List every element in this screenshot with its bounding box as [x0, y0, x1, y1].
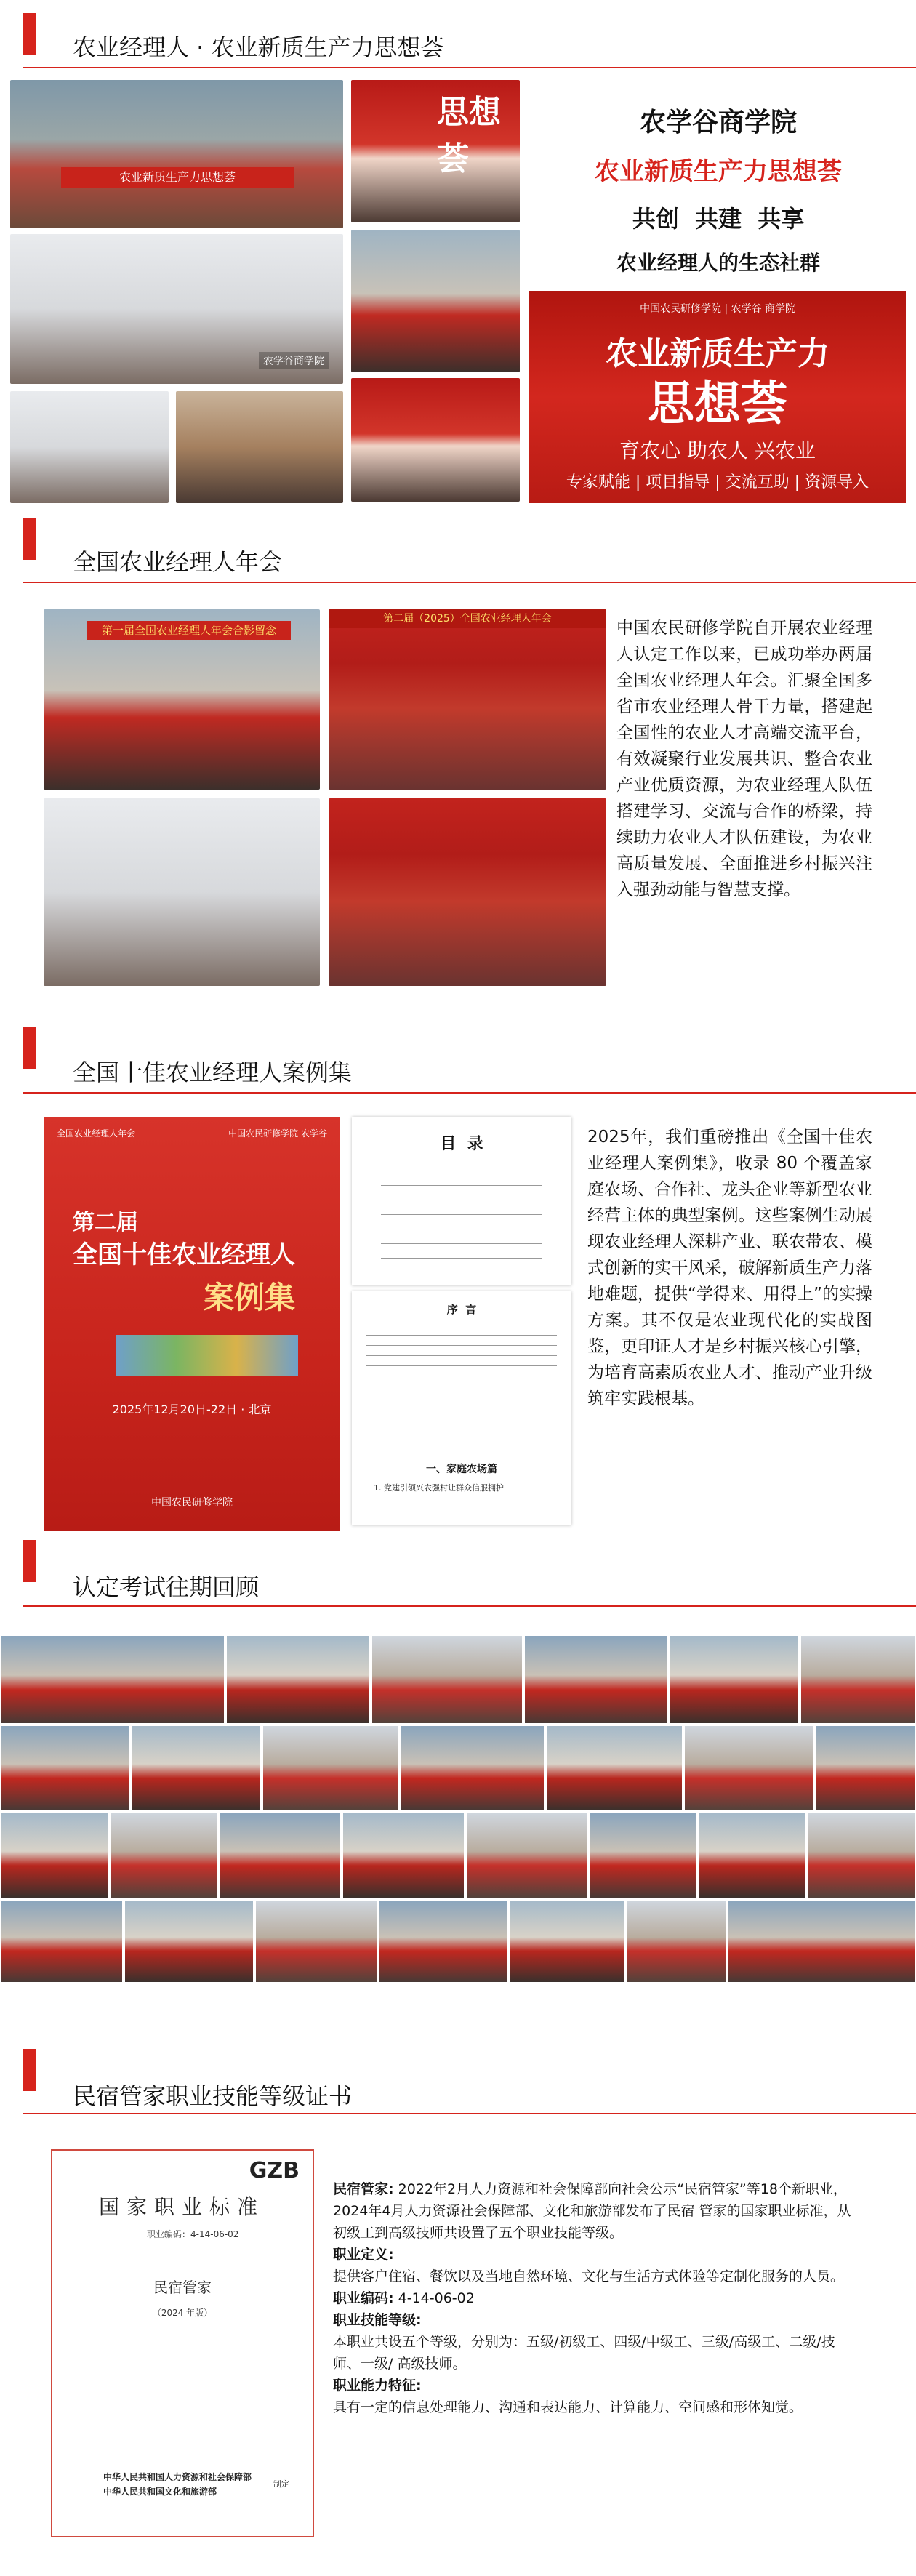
- photo-banner: 农业新质生产力思想荟: [61, 167, 294, 188]
- speaker-photo-woman: [351, 80, 520, 222]
- doc-issuer-2: 中华人民共和国文化和旅游部: [103, 2487, 217, 2497]
- exam-group-photo: [225, 1634, 371, 1725]
- section-divider: [23, 1092, 916, 1094]
- exam-group-photo: [683, 1725, 814, 1812]
- exam-group-photo: [669, 1634, 800, 1725]
- banner-tags: 专家赋能 | 项目指导 | 交流互助 | 资源导入: [566, 473, 869, 491]
- exam-group-photo: [545, 1725, 683, 1812]
- cover-title-edition: 第二届: [73, 1210, 138, 1235]
- cert-para-1: [333, 2178, 856, 2244]
- section-marker: [23, 518, 36, 560]
- exam-group-photo: [254, 1899, 378, 1983]
- annual-description: 中国农民研修学院自开展农业经理人认定工作以来，已成功举办两届全国农业经理人年会。汇聚全国多省市农业经理人骨干力量，搭建起全国性的农业人才高端交流平台，有效凝聚行业发展共识、整合农业产业优质资源，为农业经理人队伍搭建学习、交流与合作的桥梁，持续助力农业人才队伍建设，为农业高质量发展、全面推进乡村振兴注入强劲动能与智慧支撑。: [616, 619, 872, 899]
- casebook-cover: [44, 1117, 340, 1531]
- annual-meeting-photo-1: [44, 609, 320, 790]
- exam-group-photo: [218, 1812, 342, 1899]
- forum-banner: [529, 291, 906, 503]
- cert-label-5: 职业能力特征:: [333, 2378, 422, 2394]
- doc-code: GZB: [249, 2158, 300, 2183]
- exam-group-photo: [124, 1899, 254, 1983]
- section-title: 全国十佳农业经理人案例集: [73, 1059, 353, 1086]
- preface-page: [352, 1291, 571, 1525]
- speaker-photo-man: [351, 230, 520, 372]
- cert-text-3: 4-14-06-02: [393, 2290, 475, 2306]
- exam-group-photo: [262, 1725, 400, 1812]
- exam-group-photo: [0, 1634, 225, 1725]
- cover-date: 2025年12月20日-22日 · 北京: [112, 1403, 272, 1416]
- banner-title: 农业新质生产力: [606, 335, 829, 372]
- section-title: 民宿管家职业技能等级证书: [73, 2082, 353, 2110]
- cover-footer: 中国农民研修学院: [151, 1497, 233, 1509]
- casebook-description: 2025年，我们重磅推出《全国十佳农业经理人案例集》，收录 80 个覆盖家庭农场、合作社、龙头企业等新型农业经营主体的典型案例。这些案例生动展现农业经理人深耕产业、联农带农、模式创新的实干风采，破解新质生产力落地难题，提供“学得来、用得上”的实操方案。其不仅是农业现代化的实战图鉴，更印证人才是乡村振兴核心引擎，为培育高素质农业人才、推动产业升级筑牢实践根基。: [587, 1128, 872, 1408]
- toc-title: 目 录: [440, 1135, 483, 1153]
- preface-title: 序 言: [446, 1303, 477, 1316]
- section-divider: [23, 582, 916, 583]
- exam-group-photo: [400, 1725, 545, 1812]
- cert-text-2: 提供客户住宿、餐饮以及当地自然环境、文化与生活方式体验等定制化服务的人员。: [333, 2268, 845, 2284]
- exam-photo-grid: [0, 1634, 916, 1983]
- forum-slogan: 共创 共建 共享: [632, 205, 805, 233]
- exam-group-photo: [0, 1899, 124, 1983]
- watermark: 农学谷商学院: [259, 352, 329, 369]
- exam-group-photo: [342, 1812, 465, 1899]
- cover-logo-left: 全国农业经理人年会: [57, 1128, 136, 1139]
- exam-group-photo: [371, 1634, 523, 1725]
- forum-name: 农业新质生产力思想荟: [595, 157, 842, 186]
- cert-text-1: 2022年2月人力资源和社会保障部向社会公示“民宿管家”等18个新职业，2024年4月人力资源社会保障部、文化和旅游部发布了民宿 管家的国家职业标准，从初级工到高级技师共设置了五个职业技能等级。: [333, 2181, 851, 2241]
- cover-logo-right: 中国农民研修学院 农学谷: [228, 1128, 327, 1139]
- cert-text-4: 本职业共设五个等级，分别为：五级/初级工、四级/中级工、三级/高级工、二级/技师、一级/ 高级技师。: [333, 2334, 835, 2372]
- cert-para-3: [333, 2287, 856, 2309]
- doc-name: 民宿管家: [153, 2279, 212, 2296]
- banner-big-title: 思想荟: [648, 377, 787, 431]
- section-divider: [23, 2113, 916, 2114]
- exam-group-photo: [625, 1899, 727, 1983]
- exam-group-photo: [0, 1725, 131, 1812]
- doc-issuer-1: 中华人民共和国人力资源和社会保障部: [103, 2472, 252, 2482]
- community-text: 农业经理人的生态社群: [616, 251, 820, 275]
- exam-group-photo: [131, 1725, 262, 1812]
- exam-group-photo: [698, 1812, 807, 1899]
- cert-text-5: 具有一定的信息处理能力、沟通和表达能力、计算能力、空间感和形体知觉。: [333, 2399, 803, 2415]
- meeting-room-photo: [10, 234, 343, 384]
- doc-year: （2024 年版）: [152, 2308, 213, 2318]
- exam-group-photo: [807, 1812, 916, 1899]
- exam-group-photo: [109, 1812, 218, 1899]
- cover-image-strip: [116, 1335, 298, 1376]
- section-title: 农业经理人 · 农业新质生产力思想荟: [73, 33, 444, 61]
- cert-label-3: 职业编码:: [333, 2290, 394, 2306]
- school-name: 农学谷商学院: [639, 108, 797, 137]
- exam-group-photo: [465, 1812, 589, 1899]
- annual-meeting-photo-3: [44, 798, 320, 986]
- doc-issuer-suffix: 制定: [273, 2479, 289, 2489]
- section-marker: [23, 13, 36, 55]
- section-divider: [23, 1605, 916, 1607]
- speaker-photo-woman-2: [10, 391, 169, 503]
- exam-group-photo: [800, 1634, 916, 1725]
- photo-side-text: 思想荟: [437, 94, 501, 177]
- occupation-standard-doc: [51, 2149, 314, 2537]
- section-marker: [23, 1027, 36, 1069]
- doc-number: 职业编码：4-14-06-02: [147, 2229, 239, 2239]
- photo-banner: 第一届全国农业经理人年会合影留念: [87, 621, 291, 640]
- group-photo-outdoor: [10, 80, 343, 228]
- exam-group-photo: [589, 1812, 698, 1899]
- chapter-title: 一、家庭农场篇: [426, 1464, 497, 1475]
- cert-label-4: 职业技能等级:: [333, 2312, 422, 2328]
- cover-title-main: 案例集: [204, 1280, 296, 1315]
- exam-group-photo: [727, 1899, 916, 1983]
- speaker-photo-man-2: [351, 378, 520, 502]
- cert-description: [333, 2178, 856, 2418]
- exam-group-photo: [0, 1812, 109, 1899]
- annual-meeting-photo-2: [329, 609, 606, 790]
- cert-label-2: 职业定义:: [333, 2247, 394, 2263]
- exam-group-photo: [509, 1899, 625, 1983]
- photo-banner: 第二届（2025）全国农业经理人年会: [329, 609, 606, 628]
- exam-group-photo: [523, 1634, 669, 1725]
- exam-group-photo: [814, 1725, 916, 1812]
- exam-group-photo: [378, 1899, 509, 1983]
- section-marker: [23, 1540, 36, 1582]
- toc-page: [352, 1117, 571, 1285]
- cover-title: 全国十佳农业经理人: [73, 1240, 295, 1269]
- doc-title: 国家职业标准: [99, 2195, 265, 2219]
- section-divider: [23, 67, 916, 68]
- banner-subtitle: 育农心 助农人 兴农业: [619, 438, 816, 462]
- section-marker: [23, 2049, 36, 2091]
- chapter-item: 1. 党建引领兴农强村让群众信服拥护: [374, 1483, 504, 1493]
- section-title: 认定考试往期回顾: [73, 1573, 260, 1601]
- annual-meeting-photo-4: [329, 798, 606, 986]
- banner-logo: 中国农民研修学院 | 农学谷 商学院: [639, 303, 796, 315]
- speaker-photo-woman-3: [176, 391, 343, 503]
- cert-label-1: 民宿管家:: [333, 2181, 394, 2197]
- section-title: 全国农业经理人年会: [73, 548, 283, 576]
